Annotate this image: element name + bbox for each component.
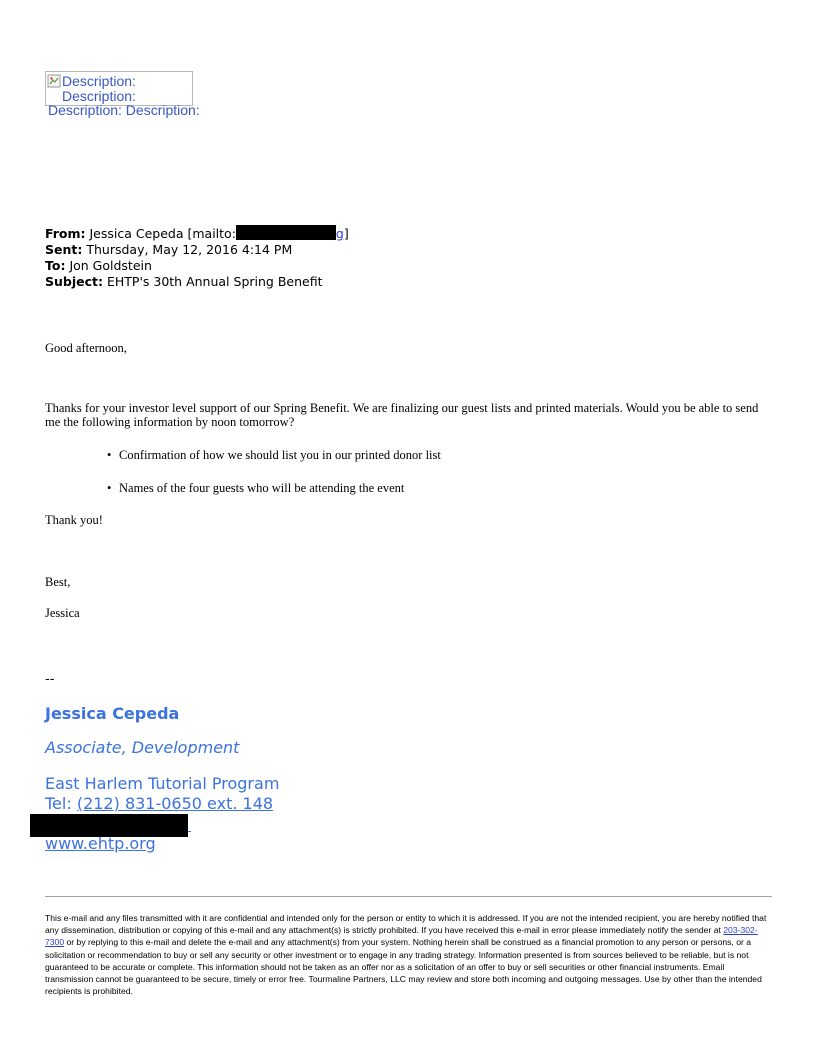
to-label: To: [45, 258, 66, 273]
disclaimer-text: This e-mail and any files transmitted with it are confidential and intended only for the person or entity to which it is addressed. If you are not the intended recipient, you are hereby notified that any dissemination, distribution or copying of this e-mail and any attachment(s) is strictly prohibited. If you have received this e-mail in error please immediately notify the sender at [45, 913, 767, 936]
list-item-text: Confirmation of how we should list you in our printed donor list [119, 448, 441, 462]
list-item [107, 448, 441, 462]
redacted-link-tail [188, 816, 191, 832]
subject-label: Subject: [45, 274, 103, 289]
from-row [45, 225, 349, 242]
signature-separator: -- [45, 672, 55, 687]
sent-row [45, 242, 349, 258]
phone-link[interactable]: (212) 831-0650 ext. 148 [76, 794, 274, 813]
image-alt-text: Description: Description: [48, 102, 200, 118]
from-label: From: [45, 226, 86, 241]
thanks-line: Thank you! [45, 513, 103, 527]
list-item [107, 481, 404, 495]
subject-row [45, 274, 349, 290]
greeting: Good afternoon, [45, 341, 127, 355]
disclaimer-text: or by replying to this e-mail and delete the e-mail and any attachment(s) from your system. Nothing herein shall be construed as a financial promotion to any person or persons, or a solicitation or recommendation to buy or sell any security or other investment or to engage in any trading strategy. Information presented is from sources believed to be reliable, but is not guaranteed to be accurate or complete. This information should not be taken as an offer nor as a solicitation of an offer to buy or sell securities or other financial instruments. Email transmission cannot be guaranteed to be secure, timely or error free. Tourmaline Partners, LLC may review and store both incoming and outgoing messages. Use by other than the intended recipients is prohibited. [45, 937, 762, 997]
sent-value: Thursday, May 12, 2016 4:14 PM [86, 242, 293, 257]
email-header [45, 225, 349, 290]
from-value: Jessica Cepeda [mailto: [89, 226, 236, 241]
to-value: Jon Goldstein [69, 258, 152, 273]
phone-label: Tel: [45, 794, 77, 813]
signature-phone [45, 794, 273, 813]
from-close: ] [343, 226, 349, 241]
signature-organization: East Harlem Tutorial Program [45, 774, 280, 793]
image-alt-text: Description: [62, 88, 136, 104]
redacted-email [236, 225, 336, 240]
body-paragraph: Thanks for your investor level support of our Spring Benefit. We are finalizing our guest lists and printed materials. Would you be able to send me the following information by noon tomorrow? [45, 401, 759, 429]
disclaimer-phone-link[interactable]: 203-302-7300 [45, 925, 758, 948]
divider [45, 896, 772, 897]
to-row [45, 258, 349, 274]
sent-label: Sent: [45, 242, 83, 257]
website-link[interactable]: www.ehtp.org [45, 834, 156, 853]
legal-disclaimer [45, 912, 773, 997]
image-alt-text: Description: [62, 73, 136, 89]
bullet-icon: • [107, 448, 112, 462]
list-item-text: Names of the four guests who will be attending the event [119, 481, 405, 495]
closing-line: Best, [45, 575, 71, 589]
broken-image-placeholder [45, 71, 200, 118]
sender-first-name: Jessica [45, 606, 80, 620]
broken-image-icon [47, 74, 61, 88]
signature-name: Jessica Cepeda [45, 704, 180, 723]
subject-value: EHTP's 30th Annual Spring Benefit [106, 274, 323, 289]
email-link-tail[interactable]: g [335, 226, 344, 241]
bullet-icon: • [107, 481, 112, 495]
signature-title: Associate, Development [45, 738, 240, 757]
